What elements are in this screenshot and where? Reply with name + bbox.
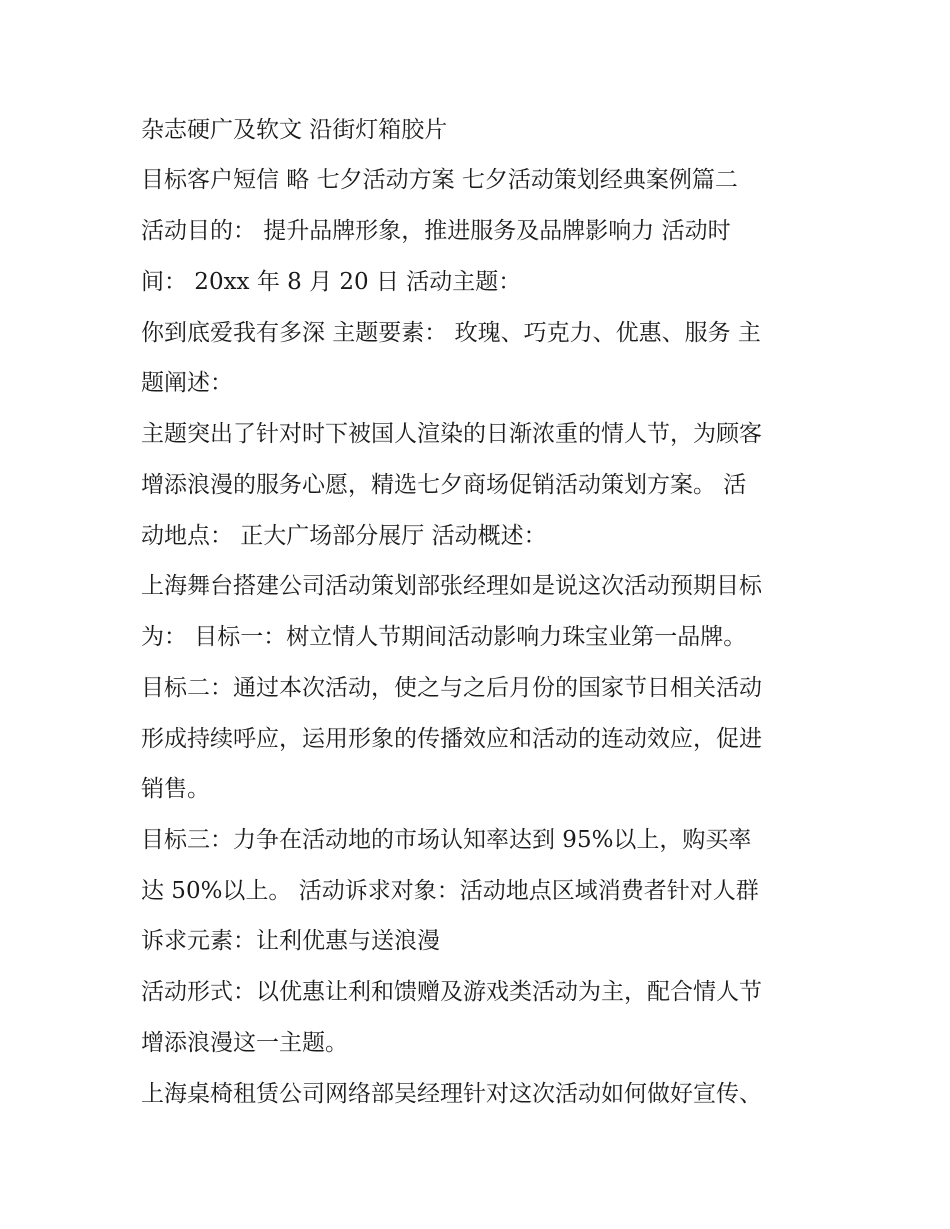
text-line: 目标三：力争在活动地的市场认知率达到 95%以上，购买率 [141, 827, 752, 853]
text-line: 为： 目标一：树立情人节期间活动影响力珠宝业第一品牌。 [141, 624, 747, 650]
text-line: 增添浪漫的服务心愿，精选七夕商场促销活动策划方案。 活 [141, 472, 747, 498]
text-line: 动地点： 正大广场部分展厅 活动概述： [141, 523, 547, 549]
text-line: 活动目的： 提升品牌形象，推进服务及品牌影响力 活动时 [141, 218, 731, 244]
text-line: 诉求元素：让利优惠与送浪漫 [141, 928, 440, 954]
text-line: 上海舞台搭建公司活动策划部张经理如是说这次活动预期目标 [141, 573, 762, 599]
text-line: 主题突出了针对时下被国人渲染的日渐浓重的情人节，为顾客 [141, 421, 762, 447]
text-line: 杂志硬广及软文 沿街灯箱胶片 [141, 117, 448, 143]
text-line: 你到底爱我有多深 主题要素： 玫瑰、巧克力、优惠、服务 主 [141, 320, 761, 346]
text-line: 形成持续呼应，运用形象的传播效应和活动的连动效应，促进 [141, 726, 762, 752]
text-line: 目标二：通过本次活动，使之与之后月份的国家节日相关活动 [141, 675, 762, 701]
text-line: 间： 20xx 年 8 月 20 日 活动主题： [141, 269, 522, 295]
text-line: 题阐述： [141, 370, 233, 396]
text-line: 活动形式：以优惠让利和馈赠及游戏类活动为主，配合情人节 [141, 979, 762, 1005]
text-line: 目标客户短信 略 七夕活动方案 七夕活动策划经典案例篇二 [141, 167, 738, 193]
text-line: 上海桌椅租赁公司网络部吴经理针对这次活动如何做好宣传、 [141, 1081, 762, 1107]
text-line: 达 50%以上。 活动诉求对象：活动地点区域消费者针对人群 [141, 878, 759, 904]
text-line: 销售。 [141, 776, 210, 802]
text-line: 增添浪漫这一主题。 [141, 1030, 348, 1056]
